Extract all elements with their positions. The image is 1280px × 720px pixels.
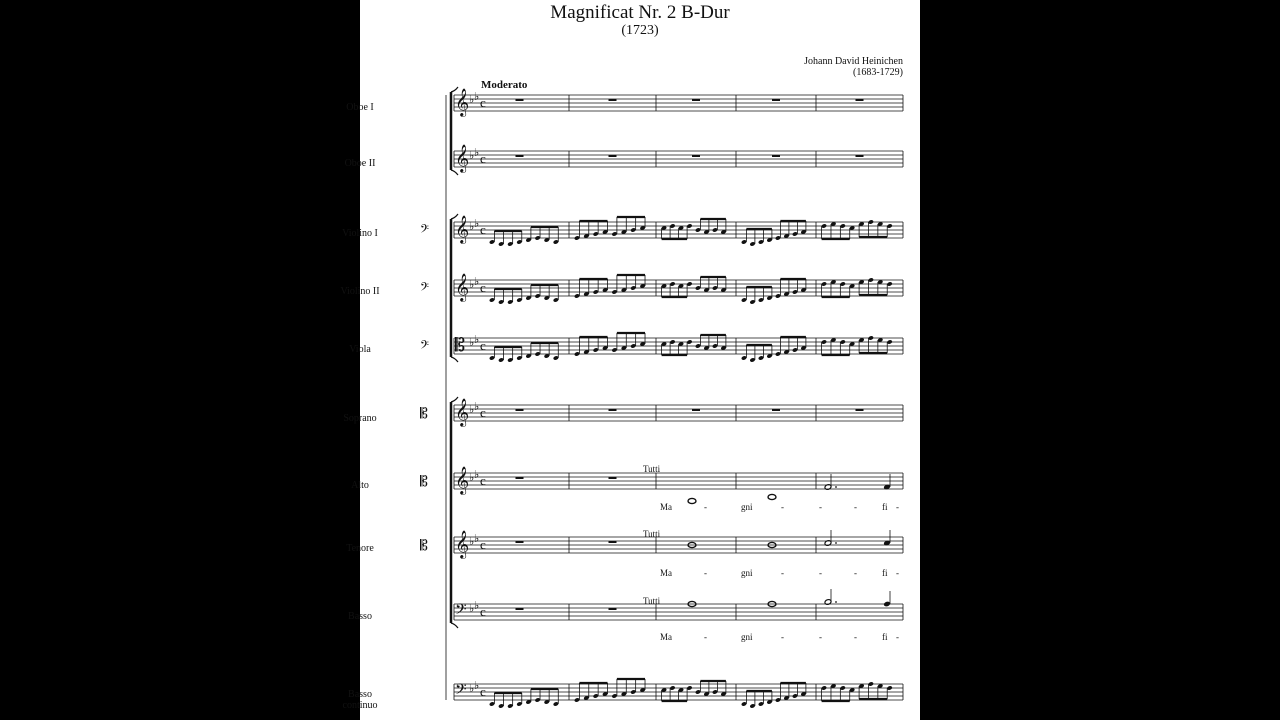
clef-icon: 𝄞 [455, 398, 470, 426]
lyric-alto-7: fi [882, 502, 888, 512]
instrument-label-soprano: Soprano [343, 413, 377, 424]
clef-icon: 𝄞 [455, 530, 470, 558]
tutti-bass: Tutti [643, 596, 661, 606]
flat-icon: ♭ [474, 468, 480, 481]
score-system [360, 0, 920, 720]
whole-rest [516, 409, 524, 411]
whole-rest [609, 99, 617, 101]
lyric-tenor-6: - [854, 568, 857, 578]
whole-rest [516, 99, 524, 101]
clef-hint-icon: 𝄢 [420, 223, 430, 239]
tutti-alto: Tutti [643, 464, 661, 474]
whole-rest [609, 409, 617, 411]
flat-icon: ♭ [469, 336, 475, 349]
flat-icon: ♭ [474, 679, 480, 692]
instrument-label-viola: Viola [349, 344, 371, 355]
whole-rest [609, 155, 617, 157]
flat-icon: ♭ [474, 333, 480, 346]
clef-icon: 𝄞 [455, 466, 470, 494]
time-signature: c [480, 280, 486, 295]
whole-rest [856, 409, 864, 411]
lyric-bass-2: - [704, 632, 707, 642]
instrument-label-alto: Alto [351, 480, 369, 491]
lyric-bass-7: fi [882, 632, 888, 642]
lyric-alto-3: gni [741, 502, 753, 512]
lyric-tenor-3: gni [741, 568, 753, 578]
whole-rest [516, 541, 524, 543]
clef-icon: 𝄞 [455, 215, 470, 243]
time-signature: c [480, 604, 486, 619]
flat-icon: ♭ [469, 602, 475, 615]
lyric-tenor-2: - [704, 568, 707, 578]
composer-dates: (1683-1729) [853, 67, 903, 78]
bracket-strings-bottom [451, 357, 458, 362]
lyric-bass-5: - [819, 632, 822, 642]
time-signature: c [480, 537, 486, 552]
flat-icon: ♭ [474, 146, 480, 159]
flat-icon: ♭ [469, 682, 475, 695]
clef-icon: 𝄞 [455, 273, 470, 301]
clef-hint-icon: 𝄡 [420, 538, 428, 554]
lyric-bass-6: - [854, 632, 857, 642]
lyric-bass-1: Ma [660, 632, 672, 642]
lyric-alto-2: - [704, 502, 707, 512]
clef-icon: 𝄢 [455, 601, 467, 622]
lyric-tenor-4: - [781, 568, 784, 578]
time-signature: c [480, 151, 486, 166]
whole-rest [609, 608, 617, 610]
whole-note [688, 498, 696, 503]
flat-icon: ♭ [469, 278, 475, 291]
instrument-label-tenor: Tenore [346, 543, 374, 554]
time-signature: c [480, 473, 486, 488]
flat-icon: ♭ [474, 90, 480, 103]
flat-icon: ♭ [469, 220, 475, 233]
flat-icon: ♭ [469, 93, 475, 106]
tempo-marking: Moderato [481, 79, 528, 91]
lyric-alto-8: - [896, 502, 899, 512]
whole-rest [856, 155, 864, 157]
flat-icon: ♭ [469, 535, 475, 548]
time-signature: c [480, 684, 486, 699]
lyric-bass-8: - [896, 632, 899, 642]
score-page [340, 0, 920, 720]
instrument-label-violin-1: Violino I [342, 228, 378, 239]
time-signature: c [480, 95, 486, 110]
flat-icon: ♭ [474, 275, 480, 288]
whole-rest [516, 477, 524, 479]
instrument-label-continuo-2: continuo [342, 700, 378, 711]
dot [835, 601, 837, 603]
flat-icon: ♭ [474, 599, 480, 612]
composition-year: (1723) [621, 23, 659, 38]
lyric-bass-4: - [781, 632, 784, 642]
flat-icon: ♭ [469, 149, 475, 162]
instrument-label-continuo-1: Basso [348, 689, 372, 700]
clef-hint-icon: 𝄢 [420, 339, 430, 355]
lyric-alto-4: - [781, 502, 784, 512]
lyric-alto-5: - [819, 502, 822, 512]
instrument-label-bass: Basso [348, 611, 372, 622]
instrument-label-violin-2: Violino II [340, 286, 380, 297]
whole-rest [609, 477, 617, 479]
dot [835, 542, 837, 544]
whole-rest [772, 99, 780, 101]
tutti-tenor: Tutti [643, 529, 661, 539]
whole-rest [856, 99, 864, 101]
lyric-alto-1: Ma [660, 502, 672, 512]
whole-rest [772, 409, 780, 411]
whole-rest [772, 155, 780, 157]
lyric-alto-6: - [854, 502, 857, 512]
instrument-label-oboe-1: Oboe I [346, 102, 374, 113]
clef-icon: 𝄢 [455, 681, 467, 702]
lyric-tenor-1: Ma [660, 568, 672, 578]
composer-name: Johann David Heinichen [804, 56, 903, 67]
flat-icon: ♭ [469, 471, 475, 484]
time-signature: c [480, 222, 486, 237]
piece-title: Magnificat Nr. 2 B-Dur [550, 2, 730, 23]
clef-icon: 𝄞 [455, 144, 470, 172]
whole-rest [516, 608, 524, 610]
whole-rest [692, 155, 700, 157]
lyric-tenor-7: fi [882, 568, 888, 578]
clef-hint-icon: 𝄡 [420, 406, 428, 422]
flat-icon: ♭ [474, 532, 480, 545]
flat-icon: ♭ [474, 217, 480, 230]
flat-icon: ♭ [474, 400, 480, 413]
whole-rest [516, 155, 524, 157]
lyric-tenor-5: - [819, 568, 822, 578]
bracket-voices-bottom [451, 623, 458, 628]
flat-icon: ♭ [469, 403, 475, 416]
whole-rest [692, 99, 700, 101]
time-signature: c [480, 338, 486, 353]
clef-icon: 𝄡 [455, 335, 466, 356]
clef-hint-icon: 𝄢 [420, 281, 430, 297]
clef-hint-icon: 𝄡 [420, 474, 428, 490]
lyric-tenor-8: - [896, 568, 899, 578]
time-signature: c [480, 405, 486, 420]
lyric-bass-3: gni [741, 632, 753, 642]
whole-rest [609, 541, 617, 543]
whole-rest [692, 409, 700, 411]
dot [835, 486, 837, 488]
clef-icon: 𝄞 [455, 88, 470, 116]
whole-note [768, 494, 776, 499]
instrument-label-oboe-2: Oboe II [344, 158, 376, 169]
